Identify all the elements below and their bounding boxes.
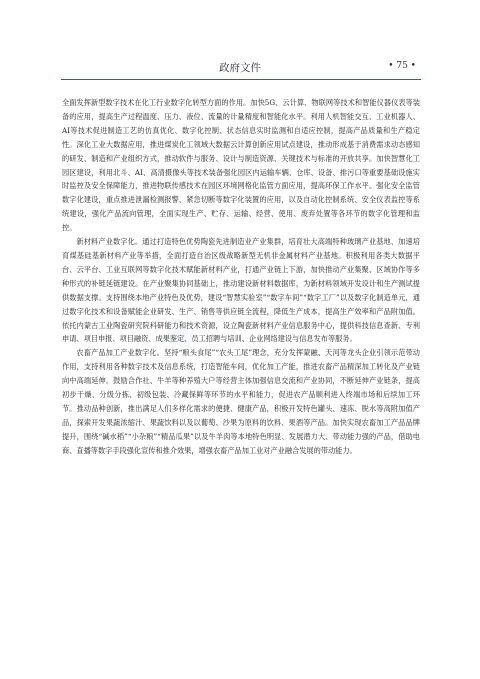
paragraph-chemical: 全面发挥新型数字技术在化工行业数字化转型方面的作用。加快5G、云计算、物联网等技术和智能仪器仪表等装备的应用，提高生产过程温度、压力、液位、流量的计量精度和智能化水平。利用人机智能交互、工业机器人、AI等技术促进制造工艺的仿真优化、数字化控制、状态信息实时监测和自适应控制，提高产品质量和生产稳定性。深化工业大数据应用，推进煤炭化工领域大数据云计算创新应用试点建设，推动形成基于消费需求动态感知的研发、制造和产业组织方式，推动软件与服务、设计与制造资源、关键技术与标准的开放共享。加快智慧化工园区建设，利用北斗、AI、高清摄像头等技术装备强化园区内运输车辆、仓库、设备、排污口等重要基础设施实时监控及安全保障能力，推进物联传感技术在园区环境网格化监管方面应用，提高环保工作水平。强化安全监管数字化建设，重点推进泄漏检测报警、紧急切断等数字化装置的应用，以及自动化控制系统、安全仪表监控等系统建设，强化产品流向管理，全面实现生产、贮存、运输、经营、使用、废弃处置等各环节的数字化管理和监控。 xyxy=(62,98,420,233)
body-text xyxy=(62,96,420,458)
page-number: • 75 • xyxy=(388,61,416,71)
header-rule xyxy=(61,79,421,80)
paragraph-new-materials: 新材料产业数字化。通过打造特色优势陶瓷先进制造业产业集群，培育壮大高端特种玻璃产业基地、加速培育煤基硅基新材料产业等举措，全面打造自治区级战略新型无机非金属材料产业基地。积极利用各类大数据平台、云平台、工业互联网等数字化技术赋能新材料产业，打通产业链上下游，加快推动产业集聚、区域协作等多种形式的补链延链建设。在产业聚集协同基础上，推动建设新材料数据库，为新材料领域开发设计和生产测试提供数据支撑。支持围绕本地产业特色及优势，建设“智慧实验室”“数字车间”“数字工厂”以及数字化制造单元，通过数字化技术和设备赋能企业研发、生产、销售等供应链全流程，降低生产成本，提高生产效率和产品附加值。依托内蒙古工业陶瓷研究院科研能力和技术资源，设立陶瓷新材料产业信息服务中心，提供科技信息查新、专利申请、项目申报、项目融资、成果鉴定、员工招聘与培训、企业网络建设与信息发布等服务。 xyxy=(62,237,420,344)
header-title: 政府文件 xyxy=(219,62,261,74)
watermark: ◈ xyxy=(149,292,216,362)
paragraph-agri-processing: 农畜产品加工产业数字化。坚持“粮头食尾”“农头工尾”理念，充分发挥蒙融、天河等龙头企业引领示范带动作用，支持利用各种数字技术及信息系统，打造智能车间，优化加工产能，推进农畜产品精深加工转化及产业链向中高端延伸。鼓励合作社、牛羊等种养殖大户等经营主体加强信息交流和产业协同，不断延伸产业链条，提高初步干燥、分级分拣、初级包装、冷藏保鲜等环节的水平和能力，促进农产品顺利进入终端市场和后续加工环节。推动品种创新，推出满足人们多样化需求的便捷、健康产品，积极开发特色罐头、速冻、脱水等高附加值产品，探索开发果蔬浓缩汁、果蔬饮料以及以葡萄、沙果为原料的饮料、果酒等产品。加快实现农畜加工产品品牌提升，围绕“碱水稻”“小杂粮”“精品瓜果”以及牛羊肉等本地特色明显、发展潜力大、带动能力强的产品，借助电商、直播等数字手段强化宣传和推介效果，增强农畜产品加工业对产业融合发展的带动能力。 xyxy=(62,348,420,455)
